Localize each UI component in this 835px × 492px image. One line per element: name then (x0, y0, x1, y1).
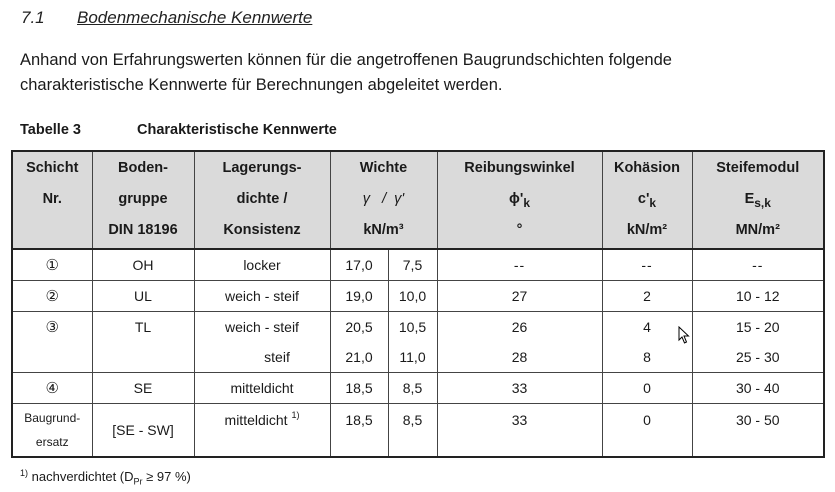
table-row: Baugrund- ersatz [SE - SW] mitteldicht $^{1)}$ 18,5 8,5 33 0 30 - 50 (12, 404, 824, 458)
section-number: 7.1 (21, 8, 45, 27)
header-kohaesion: Kohäsion $c'_k$ kN/m² (602, 151, 692, 249)
header-lagerungsdichte: Lagerungs- dichte / Konsistenz (194, 151, 330, 249)
table-caption (20, 122, 337, 138)
intro-paragraph (20, 48, 672, 98)
header-es: $E_{s,k}$ (744, 191, 771, 210)
table-caption-title: Charakteristische Kennwerte (137, 122, 337, 138)
footnote-marker: 1) (20, 468, 29, 478)
section-title: Bodenmechanische Kennwerte (77, 8, 313, 27)
table-caption-label: Tabelle 3 (20, 122, 81, 138)
section-heading (21, 8, 312, 28)
table-row: ① OH locker 17,0 7,5 -- -- -- (12, 249, 824, 281)
kennwerte-table (11, 150, 825, 458)
baugrundersatz-lagerung: mitteldicht $^{1)}$ (194, 404, 330, 458)
header-c: $c'_k$ (637, 191, 657, 210)
header-reibungswinkel: Reibungswinkel $\phi'_k$ ° (437, 151, 602, 249)
intro-line-1: Anhand von Erfahrungswerten können für die angetroffenen Baugrundschichten folgende (20, 51, 672, 69)
header-bodengruppe: Boden- gruppe DIN 18196 (92, 151, 194, 249)
mouse-pointer-icon (678, 326, 690, 344)
table-row: ② UL weich - steif 19,0 10,0 27 2 10 - 12 (12, 281, 824, 312)
intro-line-2: charakteristische Kennwerte für Berechnungen abgeleitet werden. (20, 76, 503, 94)
header-wichte: Wichte γ / γ' kN/m³ (330, 151, 437, 249)
header-schicht: Schicht Nr. (12, 151, 92, 249)
baugrundersatz-label: Baugrund- ersatz (12, 404, 92, 458)
table-header-row (12, 151, 824, 249)
footnote-text: nachverdichtet ($D_{Pr} \ge 97$ %) (31, 469, 191, 487)
header-steifemodul: Steifemodul $E_{s,k}$ MN/m² (692, 151, 824, 249)
table-row: ④ SE mitteldicht 18,5 8,5 33 0 30 - 40 (12, 373, 824, 404)
table-row: ③ TL weich - steif 20,5 10,5 26 4 15 - 20 (12, 312, 824, 343)
header-phi: $\phi'_k$ (508, 191, 530, 210)
footnote (20, 469, 191, 487)
table-row: steif 21,0 11,0 28 8 25 - 30 (12, 342, 824, 373)
